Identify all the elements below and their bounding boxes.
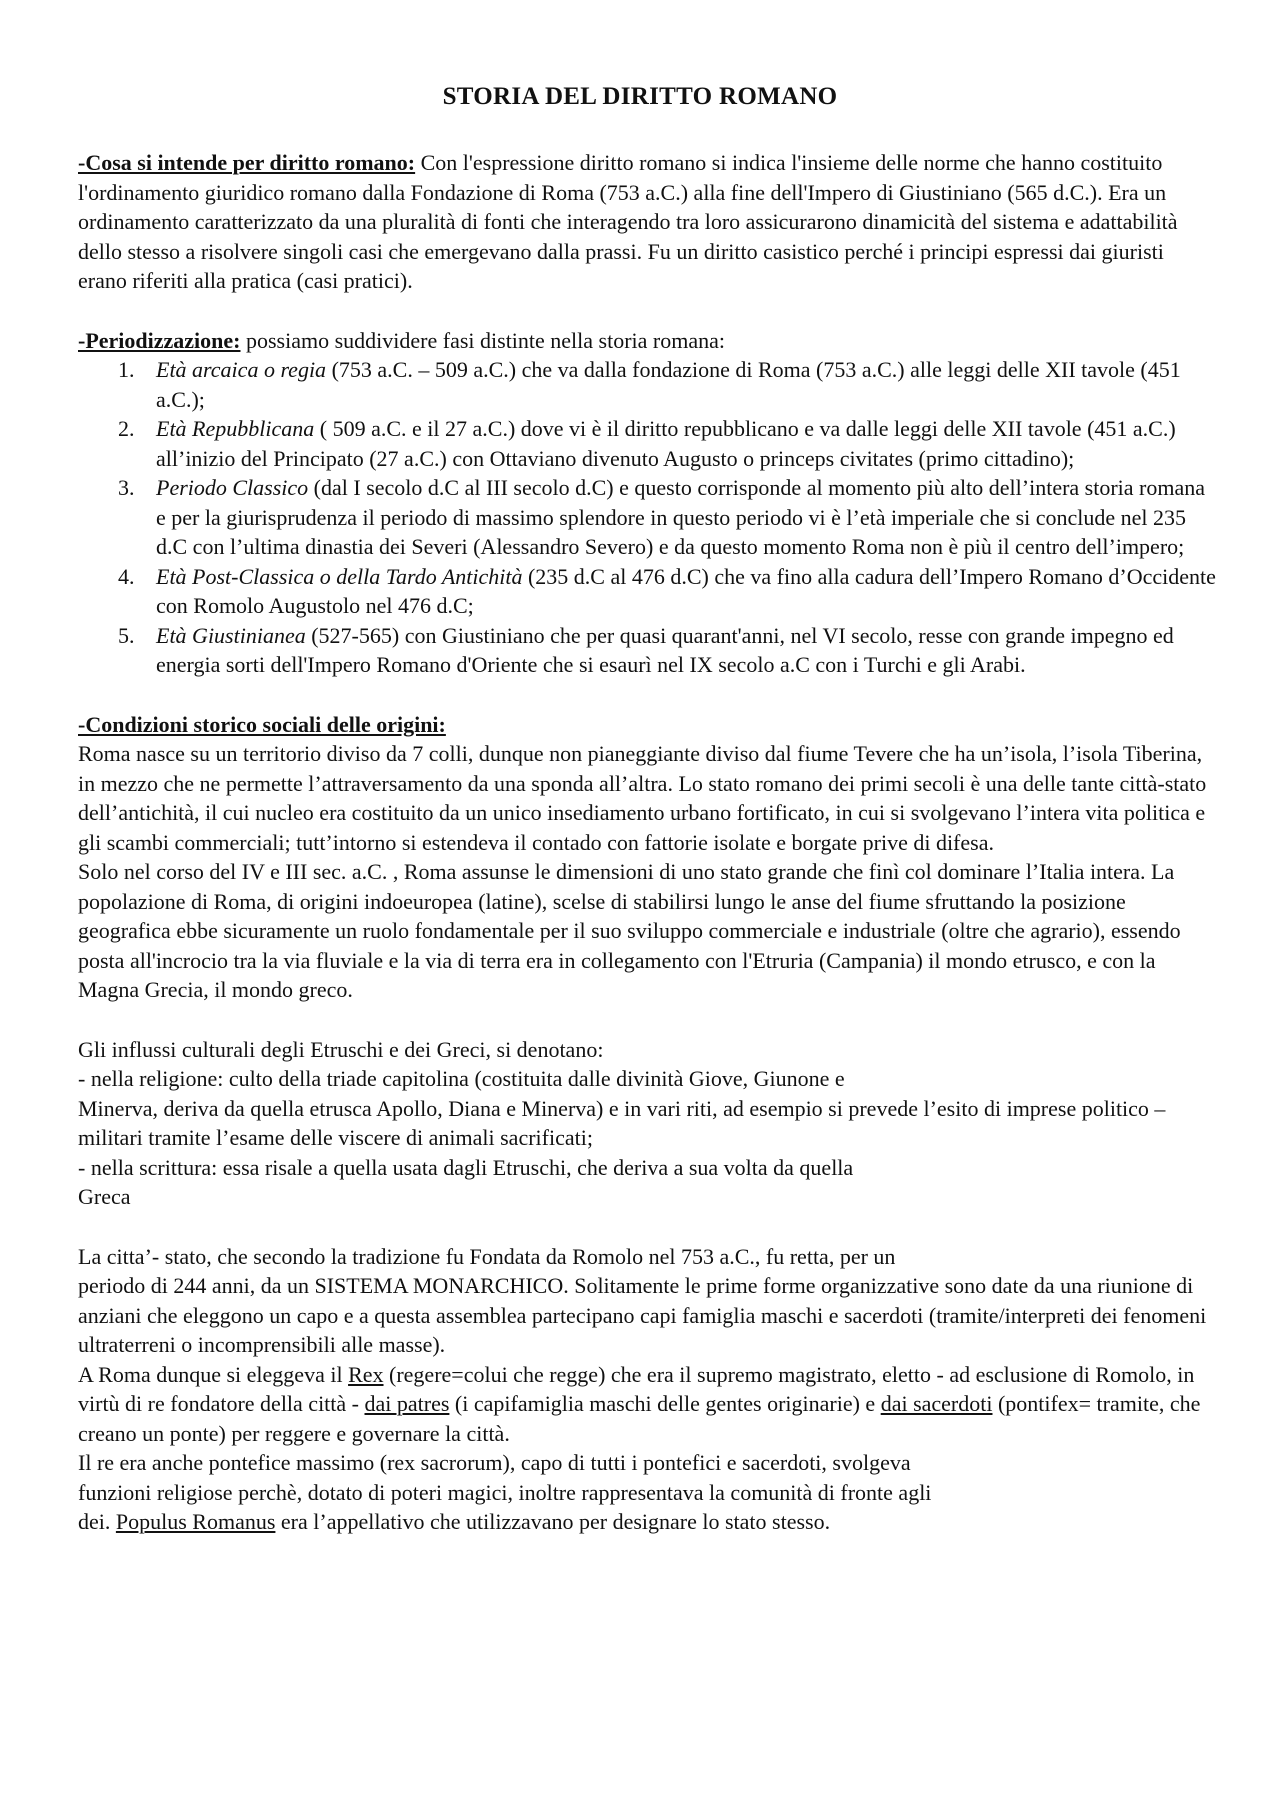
king-line2: funzioni religiose perchè, dotato di poteri magici, inoltre rappresentava la comunità di fronte agli	[78, 1479, 932, 1505]
list-number: 2.	[118, 416, 135, 441]
paragraph-origins-2: Solo nel corso del IV e III sec. a.C. , Roma assunse le dimensioni di uno stato grande che finì col dominare l’Italia intera. La popolazione di Roma, di origini indoeuropea (latine), scelse di stabilirsi lungo le anse del fiume sfruttando la posizione geografica ebbe sicuramente un ruolo fondamentale per il suo sviluppo commerciale e industriale (oltre che agrario), essendo posta all'incrocio tra la via fluviale e la via di terra era in collegamento con l'Etruria (Campania) il mondo etrusco, e con la Magna Grecia, il mondo greco.	[78, 859, 1181, 1002]
period-text: (753 a.C. – 509 a.C.) che va dalla fondazione di Roma (753 a.C.) alle leggi delle XII tavole (451 a.C.);	[156, 357, 1181, 412]
spacer	[78, 1005, 1218, 1035]
period-text: (527-565) con Giustiniano che per quasi quarant'anni, nel VI secolo, resse con grande impegno ed energia sorti dell'Impero Romano d'Oriente che si esaurì nel IX secolo a.C con i Turchi e gli Arabi.	[156, 622, 1174, 677]
city-state-line2: periodo di 244 anni, da un SISTEMA MONARCHICO. Solitamente le prime forme organizzative sono date da una riunione di anziani che eleggono un capo e a questa assemblea partecipano capi famiglia maschi e sacerdoti (tramite/interpreti dei fenomeni ultraterreni o incomprensibili alle masse).	[78, 1273, 1207, 1357]
document-body	[78, 148, 1218, 1537]
rex-mid: (regere=colui che regge) che era il supremo magistrato, eletto - ad esclusione di Romolo, in virtù di re fondatore della città -	[78, 1361, 1195, 1416]
period-list	[78, 355, 1218, 680]
period-text: ( 509 a.C. e il 27 a.C.) dove vi è il diritto repubblicano e va dalle leggi delle XII tavole (451 a.C.) all’inizio del Principato (27 a.C.) con Ottaviano divenuto Augusto o princeps civitates (primo cittadino);	[156, 416, 1176, 471]
list-item	[78, 473, 1218, 562]
paragraph-periodization-intro	[78, 326, 1218, 356]
list-number: 3.	[118, 475, 135, 500]
patres-term: dai patres	[364, 1391, 450, 1416]
populus-post: era l’appellativo che utilizzavano per designare lo stato stesso.	[280, 1509, 831, 1534]
list-number: 1.	[118, 357, 135, 382]
king-line1: Il re era anche pontefice massimo (rex sacrorum), capo di tutti i pontefici e sacerdoti, svolgeva	[78, 1450, 911, 1475]
rex-pre: A Roma dunque si eleggeva il	[78, 1361, 343, 1387]
period-term: Periodo Classico	[156, 475, 309, 500]
populus-term: Populus Romanus	[115, 1509, 276, 1534]
paragraph-origins-1: Roma nasce su un territorio diviso da 7 colli, dunque non pianeggiante diviso dal fiume Tevere che ha un’isola, l’isola Tiberina, in mezzo che ne permette l’attraversamento da una sponda all’altra. Lo stato romano dei primi secoli è una delle tante città-stato dell’antichità, il cui nucleo era costituito da un unico insediamento urbano fortificato, in cui si svolgevano l’intera vita politica e gli scambi commerciali; tutt’intorno si estendeva il contado con fattorie isolate e borgate prive di difesa.	[78, 741, 1207, 855]
list-item	[78, 414, 1218, 473]
influences-religion-cont: Minerva, deriva da quella etrusca Apollo, Diana e Minerva) e in vari riti, ad esempio si prevede l’esito di imprese politico – militari tramite l’esame delle viscere di animali sacrificati;	[78, 1095, 1166, 1150]
period-text: (dal I secolo d.C al III secolo d.C) e questo corrisponde al momento più alto dell’intera storia romana e per la giurisprudenza il periodo di massimo splendore in questo periodo vi è l’età imperiale che si conclude nel 235 d.C con l’ultima dinastia dei Severi (Alessandro Severo) e da questo momento Roma non è più il centro dell’impero;	[156, 475, 1206, 559]
paragraph-definition	[78, 148, 1218, 296]
list-item	[78, 562, 1218, 621]
period-term: Età arcaica o regia	[156, 357, 327, 382]
populus-pre: dei.	[78, 1509, 111, 1534]
patres-post: (i capifamiglia maschi delle gentes originarie) e	[454, 1391, 876, 1416]
rex-paragraph	[78, 1360, 1218, 1449]
influences-religion: - nella religione: culto della triade capitolina (costituita dalle divinità Giove, Giunone e	[78, 1066, 845, 1091]
spacer	[78, 296, 1218, 326]
heading-definition: -Cosa si intende per diritto romano:	[78, 150, 416, 175]
spacer	[78, 680, 1218, 710]
heading-periodization: -Periodizzazione:	[78, 327, 241, 353]
populus-line	[78, 1507, 1218, 1537]
influences-intro: Gli influssi culturali degli Etruschi e dei Greci, si denotano:	[78, 1036, 604, 1062]
heading-origins: -Condizioni storico sociali delle origini:	[78, 711, 446, 737]
influences-writing: - nella scrittura: essa risale a quella usata dagli Etruschi, che deriva a sua volta da quella	[78, 1154, 854, 1180]
influences-writing-cont: Greca	[78, 1184, 131, 1209]
period-term: Età Post-Classica o della Tardo Antichità	[156, 563, 523, 589]
list-item	[78, 621, 1218, 680]
list-item	[78, 355, 1218, 414]
definition-text: Con l'espressione diritto romano si indica l'insieme delle norme che hanno costituito l'ordinamento giuridico romano dalla Fondazione di Roma (753 a.C.) alla fine dell'Impero di Giustiniano (565 d.C.). Era un ordinamento caratterizzato da una pluralità di fonti che interagendo tra loro assicurarono dinamicità del sistema e adattabilità dello stesso a risolvere singoli casi che emergevano dalla prassi. Fu un diritto casistico perché i principi espressi dai giuristi erano riferiti alla pratica (casi pratici).	[78, 150, 1178, 293]
period-text: (235 d.C al 476 d.C) che va fino alla cadura dell’Impero Romano d’Occidente con Romolo Augustolo nel 476 d.C;	[156, 563, 1216, 618]
periodization-intro: possiamo suddividere fasi distinte nella storia romana:	[246, 327, 726, 353]
heading-origins-line	[78, 710, 1218, 740]
list-number: 5.	[118, 622, 135, 648]
list-number: 4.	[118, 563, 135, 589]
period-term: Età Repubblicana	[156, 416, 315, 441]
spacer	[78, 1212, 1218, 1242]
page-title: STORIA DEL DIRITTO ROMANO	[442, 83, 838, 110]
city-state-line1: La citta’- stato, che secondo la tradizione fu Fondata da Romolo nel 753 a.C., fu retta, per un	[78, 1243, 896, 1269]
sacerdoti-post: (pontifex= tramite, che creano un ponte) per reggere e governare la città.	[78, 1391, 1201, 1446]
sacerdoti-term: dai sacerdoti	[880, 1391, 993, 1416]
period-term: Età Giustinianea	[156, 622, 306, 648]
rex-term: Rex	[348, 1361, 384, 1387]
